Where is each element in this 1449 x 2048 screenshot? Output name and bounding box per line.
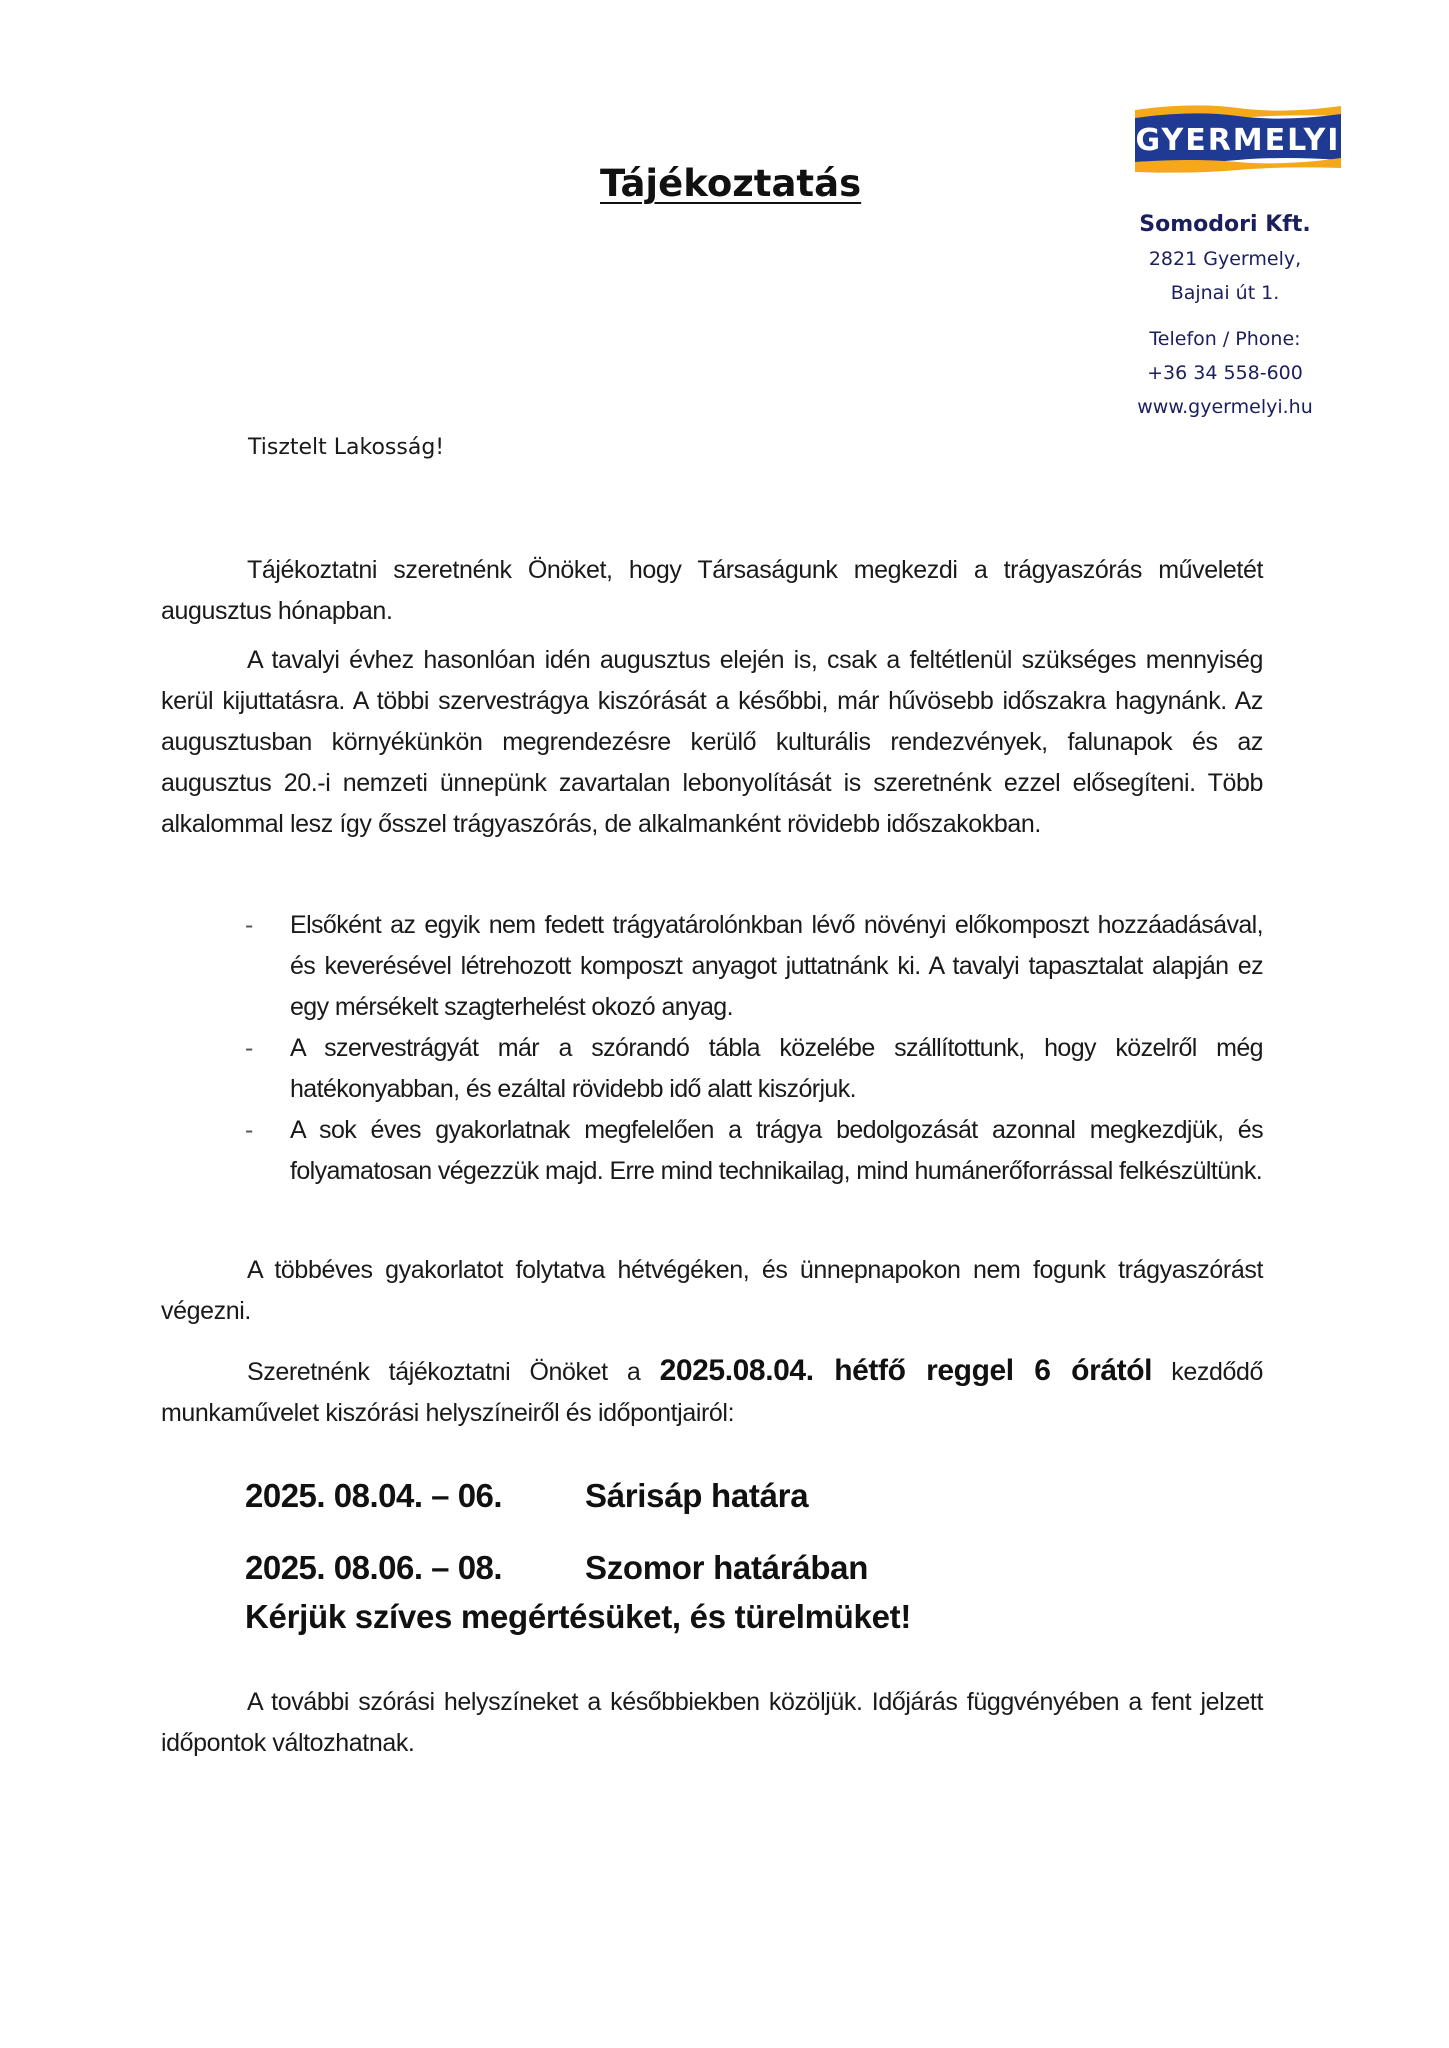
list-item (240, 1110, 1263, 1192)
bullet-dash-icon: - (245, 911, 253, 939)
company-address-line2: Bajnai út 1. (1170, 282, 1280, 304)
list-item (240, 1028, 1263, 1110)
schedule-location: Szomor határában (585, 1549, 869, 1586)
list-item-text: A szervestrágyát már a szórandó tábla közelébe szállítottunk, hogy közelről még hatékonyabban, és ezáltal rövidebb idő alatt kiszórjuk. (290, 1034, 1263, 1103)
company-phone-label: Telefon / Phone: (1149, 328, 1301, 350)
paragraph-closing-text: A további szórási helyszíneket a későbbiekben közöljük. Időjárás függvényében a fent jelzett időpontok változhatnak. (161, 1688, 1263, 1757)
paragraph-closing (161, 1682, 1263, 1764)
paragraph-context-text: A tavalyi évhez hasonlóan idén augusztus elején is, csak a feltétlenül szükséges mennyiség kerül kijuttatásra. A többi szervestrágya kiszórását a későbbi, már hűvösebb időszakra hagynánk. Az augusztusban környékünkön megrendezésre kerülő kulturális rendezvények, falunapok és az augusztus 20.-i nemzeti ünnepünk zavartalan lebonyolítását is szeretnénk ezzel elősegíteni. Több alkalommal lesz így ősszel trágyaszórás, de alkalmanként rövidebb időszakokban. (161, 646, 1263, 838)
list-item-text: Elsőként az egyik nem fedett trágyatárolónkban lévő növényi előkomposzt hozzáadásával, és keverésével létrehozott komposzt anyagot juttatnánk ki. A tavalyi tapasztalat alapján ez egy mérsékelt szagterhelést okozó anyag. (290, 911, 1263, 1021)
company-name: Somodori Kft. (1139, 212, 1311, 237)
paragraph-weekends-text: A többéves gyakorlatot folytatva hétvégéken, és ünnepnapokon nem fogunk trágyaszórást végezni. (161, 1256, 1263, 1325)
bullet-dash-icon: - (245, 1116, 253, 1144)
logo-brand-text: GYERMELYI (1135, 122, 1341, 158)
measures-list (240, 905, 1263, 1192)
gyermelyi-logo (1133, 100, 1343, 176)
paragraph-weekends (161, 1250, 1263, 1332)
company-info (1100, 208, 1350, 424)
schedule-row (245, 1460, 868, 1532)
paragraph-intro-text: Tájékoztatni szeretnénk Önöket, hogy Társaságunk megkezdi a trágyaszórás műveletét augusztus hónapban. (161, 556, 1263, 625)
salutation: Tisztelt Lakosság! (248, 435, 445, 460)
start-suffix: kezdődő munkaművelet kiszórási helyszíneiről és időpontjairól: (161, 1358, 1263, 1427)
paragraph-context (161, 640, 1263, 845)
schedule-location: Sárisáp határa (585, 1477, 809, 1514)
schedule-row (245, 1532, 868, 1604)
list-item (240, 905, 1263, 1028)
company-address-line1: 2821 Gyermely, (1148, 248, 1302, 270)
schedule-dates: 2025. 08.04. – 06. (245, 1477, 503, 1514)
company-phone: +36 34 558-600 (1147, 362, 1303, 384)
paragraph-start (161, 1350, 1263, 1434)
paragraph-intro (161, 550, 1263, 632)
paragraph-start-text (161, 1350, 1263, 1434)
list-item-text: A sok éves gyakorlatnak megfelelően a trágya bedolgozását azonnal megkezdjük, és folyamatosan végezzük majd. Erre mind technikailag, mind humánerőforrással felkészültünk. (290, 1116, 1263, 1185)
page-title: Tájékoztatás (600, 162, 862, 205)
start-datetime: 2025.08.04. hétfő reggel 6 órától (659, 1354, 1153, 1387)
schedule-table (245, 1460, 868, 1604)
company-website: www.gyermelyi.hu (1137, 396, 1313, 418)
schedule-dates: 2025. 08.06. – 08. (245, 1549, 503, 1586)
bullet-dash-icon: - (245, 1034, 253, 1062)
appeal-text: Kérjük szíves megértésüket, és türelmüket! (245, 1598, 912, 1635)
start-prefix: Szeretnénk tájékoztatni Önöket a (247, 1358, 641, 1386)
